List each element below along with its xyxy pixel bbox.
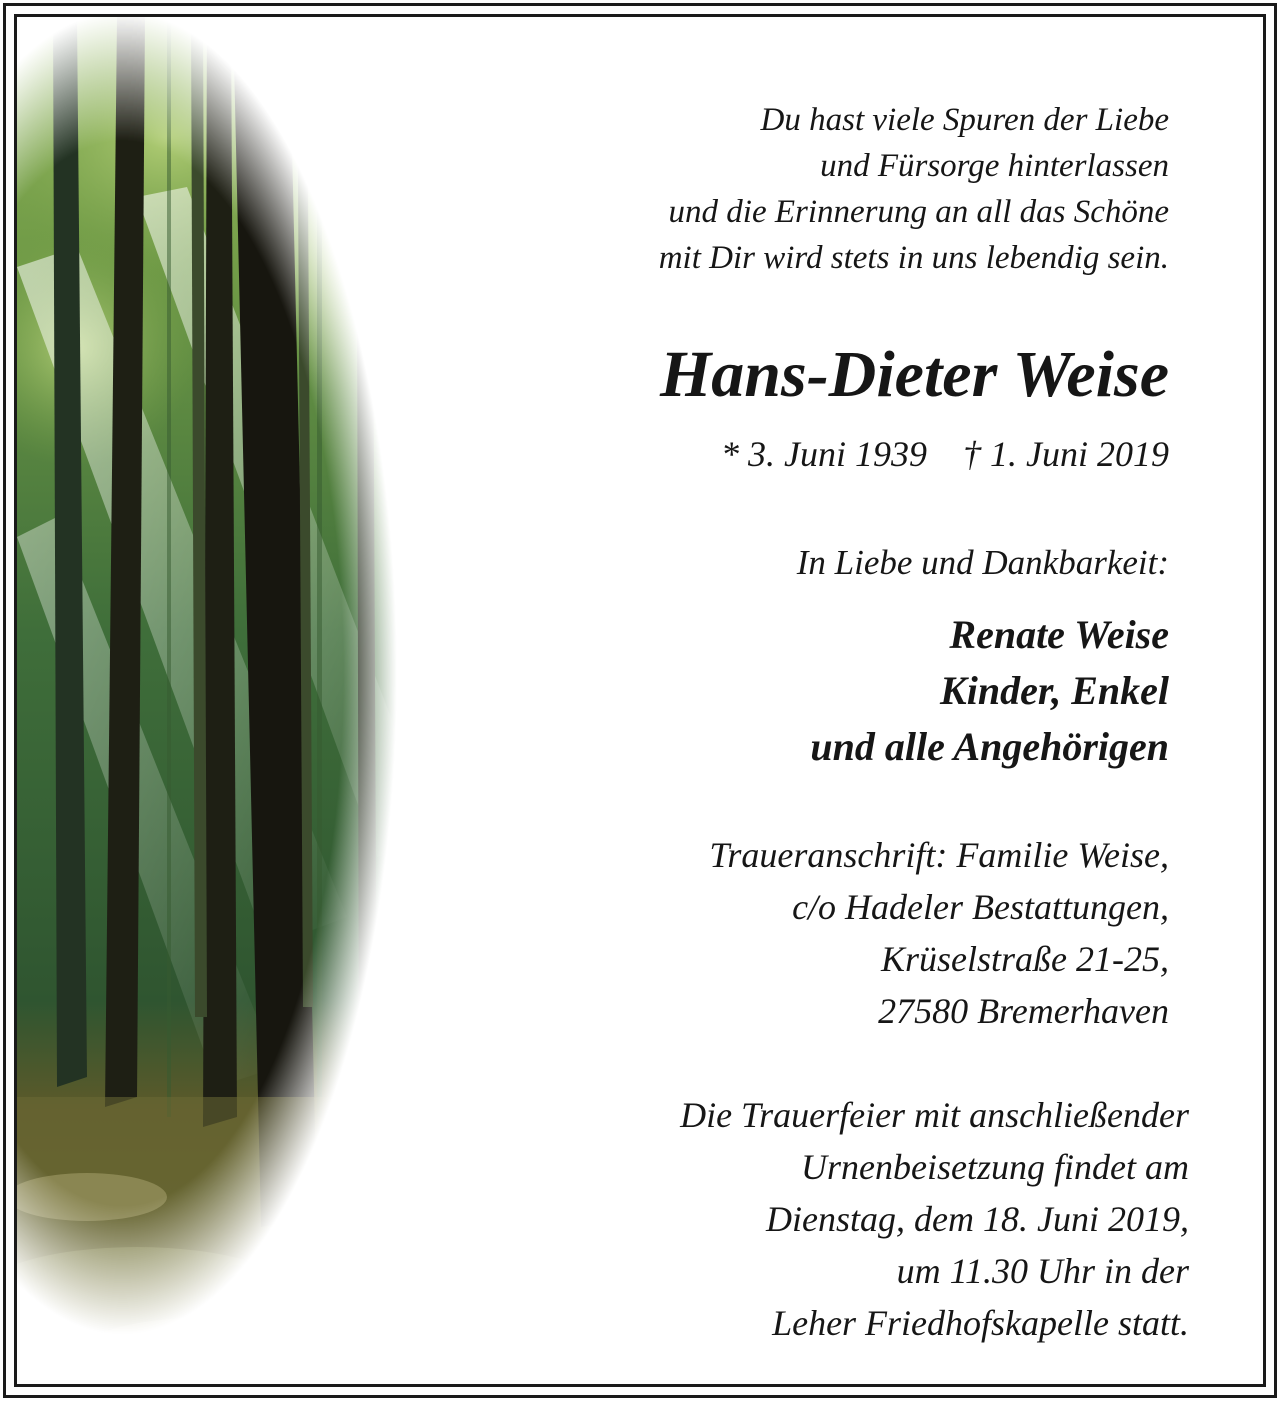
verse-line: Du hast viele Spuren der Liebe	[760, 102, 1169, 138]
mourning-address	[709, 829, 1169, 1037]
address-line: Traueranschrift: Familie Weise,	[709, 835, 1169, 875]
verse-line: und die Erinnerung an all das Schöne	[668, 194, 1169, 230]
funeral-service-info	[680, 1089, 1189, 1349]
service-line: Urnenbeisetzung findet am	[801, 1147, 1189, 1187]
service-line: um 11.30 Uhr in der	[896, 1251, 1189, 1291]
mourner: und alle Angehörigen	[810, 724, 1169, 769]
death-date: † 1. Juni 2019	[963, 434, 1169, 474]
service-line: Dienstag, dem 18. Juni 2019,	[766, 1199, 1189, 1239]
service-line: Die Trauerfeier mit anschließender	[680, 1095, 1189, 1135]
birth-date: * 3. Juni 1939	[721, 434, 928, 474]
verse-line: mit Dir wird stets in uns lebendig sein.	[658, 240, 1169, 276]
life-dates	[721, 430, 1169, 478]
obituary-notice	[14, 14, 1266, 1387]
mourners-intro: In Liebe und Dankbarkeit:	[796, 543, 1169, 582]
forest-image	[17, 17, 457, 1384]
address-line: c/o Hadeler Bestattungen,	[792, 887, 1169, 927]
deceased-name: Hans-Dieter Weise	[659, 338, 1169, 411]
address-line: Krüselstraße 21-25,	[881, 939, 1169, 979]
service-line: Leher Friedhofskapelle statt.	[772, 1303, 1189, 1343]
mourner: Renate Weise	[949, 612, 1169, 657]
mourners-list	[810, 607, 1169, 775]
verse-line: und Fürsorge hinterlassen	[820, 148, 1169, 184]
memorial-verse	[659, 97, 1169, 281]
mourner: Kinder, Enkel	[940, 668, 1169, 713]
address-line: 27580 Bremerhaven	[878, 991, 1169, 1031]
